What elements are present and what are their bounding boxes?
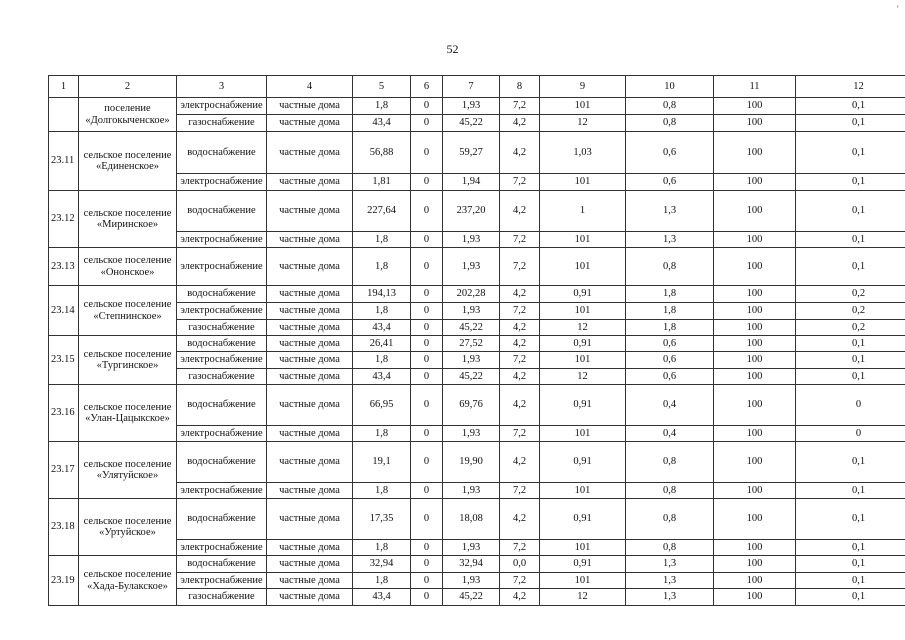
value-cell: 17,35 [353,499,411,540]
row-number: 23.16 [49,385,79,442]
value-cell: 0,4 [626,426,714,442]
resource-type: водоснабжение [177,442,267,483]
column-header: 4 [267,76,353,98]
building-type: частные дома [267,573,353,589]
value-cell: 100 [714,191,796,232]
building-type: частные дома [267,115,353,132]
building-type: частные дома [267,336,353,352]
resource-type: электроснабжение [177,303,267,320]
value-cell: 0 [411,191,443,232]
value-cell: 101 [540,174,626,191]
value-cell: 12 [540,320,626,336]
table-row [49,556,905,573]
value-cell: 0,1 [796,232,905,248]
building-type: частные дома [267,426,353,442]
value-cell: 0,1 [796,191,905,232]
value-cell: 0,91 [540,286,626,303]
value-cell: 0,1 [796,248,905,286]
table-row [49,483,905,499]
value-cell: 0,91 [540,385,626,426]
value-cell: 0,6 [626,132,714,174]
value-cell: 0,6 [626,174,714,191]
value-cell: 18,08 [443,499,500,540]
value-cell: 0,6 [626,336,714,352]
value-cell: 0 [411,115,443,132]
resource-type: водоснабжение [177,336,267,352]
value-cell: 1,8 [353,303,411,320]
value-cell: 0 [411,174,443,191]
value-cell: 0 [411,320,443,336]
settlement-name: поселение «Долгокыченское» [79,98,177,132]
value-cell: 0 [411,442,443,483]
value-cell: 101 [540,232,626,248]
table-row [49,589,905,606]
value-cell: 4,2 [500,286,540,303]
value-cell: 0,0 [500,556,540,573]
value-cell: 0,8 [626,483,714,499]
value-cell: 0,6 [626,352,714,369]
value-cell: 0 [411,369,443,385]
value-cell: 0,8 [626,248,714,286]
value-cell: 0,2 [796,303,905,320]
value-cell: 4,2 [500,442,540,483]
value-cell: 100 [714,426,796,442]
value-cell: 1,3 [626,589,714,606]
table-row [49,286,905,303]
value-cell: 1,93 [443,426,500,442]
table-row [49,248,905,286]
value-cell: 100 [714,115,796,132]
value-cell: 0,1 [796,115,905,132]
resource-type: водоснабжение [177,132,267,174]
header-row [49,76,905,98]
building-type: частные дома [267,499,353,540]
value-cell: 100 [714,232,796,248]
value-cell: 0 [411,540,443,556]
value-cell: 0 [411,303,443,320]
value-cell: 0 [411,336,443,352]
settlement-name: сельское поселение «Хада-Булакское» [79,556,177,606]
value-cell: 101 [540,573,626,589]
building-type: частные дома [267,540,353,556]
value-cell: 101 [540,98,626,115]
value-cell: 100 [714,589,796,606]
value-cell: 4,2 [500,132,540,174]
building-type: частные дома [267,232,353,248]
table-body [49,98,905,606]
column-header: 8 [500,76,540,98]
settlement-name: сельское поселение «Ононское» [79,248,177,286]
building-type: частные дома [267,191,353,232]
table-row [49,191,905,232]
value-cell: 7,2 [500,232,540,248]
column-header: 11 [714,76,796,98]
resource-type: водоснабжение [177,499,267,540]
value-cell: 100 [714,336,796,352]
value-cell: 1,8 [626,286,714,303]
value-cell: 101 [540,303,626,320]
table-row [49,98,905,115]
column-header: 6 [411,76,443,98]
value-cell: 1,8 [353,232,411,248]
building-type: частные дома [267,248,353,286]
value-cell: 4,2 [500,115,540,132]
table-row [49,352,905,369]
row-number: 23.19 [49,556,79,606]
building-type: частные дома [267,483,353,499]
value-cell: 0 [796,426,905,442]
value-cell: 7,2 [500,573,540,589]
value-cell: 0,91 [540,499,626,540]
building-type: частные дома [267,98,353,115]
value-cell: 12 [540,589,626,606]
value-cell: 100 [714,352,796,369]
value-cell: 1,93 [443,483,500,499]
building-type: частные дома [267,556,353,573]
value-cell: 1,93 [443,98,500,115]
value-cell: 1,8 [353,248,411,286]
table-row [49,132,905,174]
value-cell: 0 [411,556,443,573]
value-cell: 0 [796,385,905,426]
settlement-name: сельское поселение «Улятуйское» [79,442,177,499]
value-cell: 0 [411,483,443,499]
resource-type: электроснабжение [177,174,267,191]
value-cell: 45,22 [443,589,500,606]
value-cell: 0,4 [626,385,714,426]
value-cell: 26,41 [353,336,411,352]
value-cell: 101 [540,352,626,369]
value-cell: 66,95 [353,385,411,426]
value-cell: 43,4 [353,369,411,385]
value-cell: 7,2 [500,98,540,115]
value-cell: 0 [411,426,443,442]
value-cell: 4,2 [500,320,540,336]
value-cell: 0,8 [626,540,714,556]
value-cell: 69,76 [443,385,500,426]
table-row [49,499,905,540]
value-cell: 1,3 [626,232,714,248]
value-cell: 0 [411,499,443,540]
value-cell: 100 [714,248,796,286]
table-row [49,540,905,556]
value-cell: 227,64 [353,191,411,232]
resource-type: водоснабжение [177,556,267,573]
value-cell: 194,13 [353,286,411,303]
value-cell: 0,91 [540,336,626,352]
value-cell: 0 [411,248,443,286]
value-cell: 32,94 [353,556,411,573]
value-cell: 0,1 [796,483,905,499]
value-cell: 1,93 [443,248,500,286]
value-cell: 1,81 [353,174,411,191]
table-row [49,385,905,426]
settlement-name: сельское поселение «Уртуйское» [79,499,177,556]
resource-type: водоснабжение [177,385,267,426]
settlement-name: сельское поселение «Единенское» [79,132,177,191]
value-cell: 100 [714,442,796,483]
value-cell: 1,93 [443,232,500,248]
column-header: 7 [443,76,500,98]
value-cell: 0,1 [796,442,905,483]
corner-mark: ’ [896,4,899,13]
resource-type: электроснабжение [177,540,267,556]
value-cell: 27,52 [443,336,500,352]
value-cell: 101 [540,483,626,499]
row-number: 23.13 [49,248,79,286]
table-row [49,336,905,352]
value-cell: 1,8 [353,426,411,442]
value-cell: 0,1 [796,132,905,174]
column-header: 2 [79,76,177,98]
value-cell: 101 [540,248,626,286]
resource-type: газоснабжение [177,369,267,385]
value-cell: 19,1 [353,442,411,483]
value-cell: 100 [714,320,796,336]
value-cell: 0,6 [626,369,714,385]
value-cell: 4,2 [500,369,540,385]
row-number [49,98,79,132]
value-cell: 32,94 [443,556,500,573]
building-type: частные дома [267,174,353,191]
value-cell: 0 [411,385,443,426]
settlement-name: сельское поселение «Улан-Цацыкское» [79,385,177,442]
value-cell: 7,2 [500,248,540,286]
value-cell: 1,8 [353,540,411,556]
column-header: 10 [626,76,714,98]
table-row [49,174,905,191]
building-type: частные дома [267,320,353,336]
value-cell: 1,93 [443,573,500,589]
value-cell: 1 [540,191,626,232]
resource-type: электроснабжение [177,248,267,286]
column-header: 9 [540,76,626,98]
value-cell: 0,8 [626,115,714,132]
value-cell: 45,22 [443,320,500,336]
value-cell: 1,93 [443,540,500,556]
value-cell: 0 [411,132,443,174]
row-number: 23.14 [49,286,79,336]
value-cell: 101 [540,426,626,442]
value-cell: 100 [714,286,796,303]
value-cell: 100 [714,174,796,191]
value-cell: 7,2 [500,174,540,191]
value-cell: 4,2 [500,499,540,540]
value-cell: 100 [714,483,796,499]
value-cell: 1,8 [626,303,714,320]
page-number: 52 [446,42,459,56]
row-number: 23.12 [49,191,79,248]
building-type: частные дома [267,132,353,174]
table-row [49,426,905,442]
value-cell: 7,2 [500,426,540,442]
table-row [49,442,905,483]
value-cell: 0,1 [796,174,905,191]
value-cell: 0,91 [540,556,626,573]
value-cell: 45,22 [443,115,500,132]
value-cell: 0,1 [796,540,905,556]
value-cell: 1,8 [626,320,714,336]
value-cell: 100 [714,303,796,320]
value-cell: 0,1 [796,98,905,115]
value-cell: 1,8 [353,352,411,369]
resource-type: газоснабжение [177,589,267,606]
value-cell: 56,88 [353,132,411,174]
value-cell: 7,2 [500,303,540,320]
value-cell: 0 [411,573,443,589]
value-cell: 100 [714,98,796,115]
value-cell: 101 [540,540,626,556]
value-cell: 12 [540,369,626,385]
value-cell: 0,2 [796,320,905,336]
value-cell: 7,2 [500,483,540,499]
building-type: частные дома [267,589,353,606]
value-cell: 1,94 [443,174,500,191]
value-cell: 100 [714,499,796,540]
resource-type: газоснабжение [177,115,267,132]
value-cell: 4,2 [500,385,540,426]
value-cell: 1,3 [626,556,714,573]
value-cell: 0,8 [626,499,714,540]
value-cell: 1,93 [443,303,500,320]
table-row [49,232,905,248]
value-cell: 0 [411,589,443,606]
resource-type: водоснабжение [177,286,267,303]
value-cell: 12 [540,115,626,132]
resource-type: электроснабжение [177,232,267,248]
value-cell: 0,1 [796,573,905,589]
value-cell: 100 [714,540,796,556]
row-number: 23.11 [49,132,79,191]
resource-type: электроснабжение [177,573,267,589]
value-cell: 7,2 [500,540,540,556]
row-number: 23.18 [49,499,79,556]
value-cell: 0,1 [796,589,905,606]
value-cell: 100 [714,369,796,385]
resource-type: газоснабжение [177,320,267,336]
resource-type: электроснабжение [177,352,267,369]
value-cell: 0,8 [626,98,714,115]
column-header: 12 [796,76,905,98]
value-cell: 100 [714,573,796,589]
value-cell: 4,2 [500,336,540,352]
value-cell: 100 [714,132,796,174]
value-cell: 59,27 [443,132,500,174]
settlement-name: сельское поселение «Тургинское» [79,336,177,385]
value-cell: 100 [714,556,796,573]
value-cell: 0,1 [796,336,905,352]
row-number: 23.17 [49,442,79,499]
table-row [49,320,905,336]
value-cell: 0 [411,98,443,115]
value-cell: 0,1 [796,499,905,540]
value-cell: 1,8 [353,98,411,115]
value-cell: 4,2 [500,191,540,232]
table-row [49,303,905,320]
value-cell: 0,8 [626,442,714,483]
value-cell: 45,22 [443,369,500,385]
resource-type: водоснабжение [177,191,267,232]
value-cell: 1,3 [626,573,714,589]
column-header: 3 [177,76,267,98]
value-cell: 0,1 [796,556,905,573]
value-cell: 1,3 [626,191,714,232]
value-cell: 0 [411,352,443,369]
value-cell: 4,2 [500,589,540,606]
value-cell: 0 [411,286,443,303]
value-cell: 1,8 [353,483,411,499]
value-cell: 0 [411,232,443,248]
data-table [48,75,905,606]
value-cell: 43,4 [353,320,411,336]
building-type: частные дома [267,369,353,385]
value-cell: 7,2 [500,352,540,369]
value-cell: 1,8 [353,573,411,589]
resource-type: электроснабжение [177,483,267,499]
building-type: частные дома [267,352,353,369]
table-row [49,369,905,385]
building-type: частные дома [267,385,353,426]
building-type: частные дома [267,442,353,483]
value-cell: 237,20 [443,191,500,232]
value-cell: 0,91 [540,442,626,483]
value-cell: 100 [714,385,796,426]
settlement-name: сельское поселение «Миринское» [79,191,177,248]
value-cell: 0,2 [796,286,905,303]
value-cell: 19,90 [443,442,500,483]
row-number: 23.15 [49,336,79,385]
resource-type: электроснабжение [177,98,267,115]
value-cell: 0,1 [796,352,905,369]
value-cell: 0,1 [796,369,905,385]
value-cell: 43,4 [353,589,411,606]
value-cell: 1,93 [443,352,500,369]
value-cell: 1,03 [540,132,626,174]
column-header: 1 [49,76,79,98]
value-cell: 43,4 [353,115,411,132]
value-cell: 202,28 [443,286,500,303]
column-header: 5 [353,76,411,98]
resource-type: электроснабжение [177,426,267,442]
building-type: частные дома [267,303,353,320]
table-row [49,573,905,589]
table-row [49,115,905,132]
settlement-name: сельское поселение «Степнинское» [79,286,177,336]
building-type: частные дома [267,286,353,303]
